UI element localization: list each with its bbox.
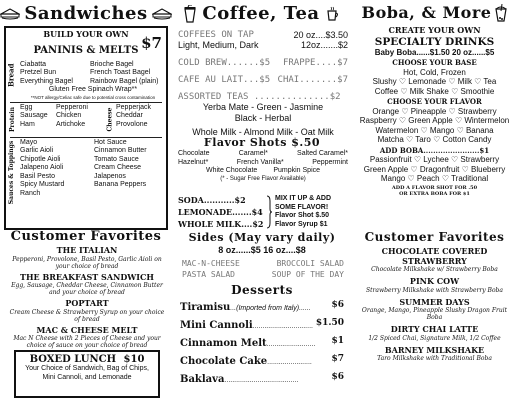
boba-column xyxy=(352,0,517,400)
side-item: MAC-N-CHEESE xyxy=(182,259,240,268)
boxed-lunch-price: $10 xyxy=(123,354,145,365)
cheese-item: Pepperjack xyxy=(116,103,152,111)
frappe: FRAPPE....$7 xyxy=(282,58,348,68)
whole-milk: WHOLE MILK....$2 xyxy=(178,219,264,229)
protein-item: Sausage xyxy=(20,112,48,119)
cheese-item: Cheddar xyxy=(116,112,143,119)
sandwiches-header xyxy=(0,3,172,24)
mix-line: MIX IT UP & ADD xyxy=(275,195,332,202)
flavor: Caramel* xyxy=(238,150,268,157)
dessert-dots: ............................... xyxy=(252,323,313,330)
dessert-name: Cinnamon Melt xyxy=(180,338,267,349)
specialty-drinks xyxy=(354,26,515,197)
boba-line: Mango ♡ Peach ♡ Traditional xyxy=(380,174,489,183)
sauce-item: Ranch xyxy=(20,189,41,197)
boba-line: Green Apple ♡ Dragonfruit ♡ Blueberry xyxy=(363,164,506,174)
build-title: BUILD YOUR OWN xyxy=(43,29,129,39)
base-items-2: Coffee ♡ Milk Shake ♡ Smoothie xyxy=(374,86,495,96)
dessert-dots: ...................................... xyxy=(224,377,299,384)
sauce-item: Cream Cheese xyxy=(94,164,142,171)
dessert-price: $1 xyxy=(331,336,344,346)
soda: SODA...........$2 xyxy=(178,195,246,205)
favorite-name: SUMMER DAYS xyxy=(399,296,470,307)
sauce-item: Banana Peppers xyxy=(94,181,147,188)
coffee-column xyxy=(172,0,352,400)
milk-options: Whole Milk - Almond Milk - Oat Milk xyxy=(192,127,334,137)
sauce-item: Chipotle Aioli xyxy=(20,155,61,163)
boxed-lunch-title: BOXED LUNCH xyxy=(29,354,117,365)
favorite-name: CHOCOLATE COVERED STRAWBERRY xyxy=(381,246,488,266)
bread-item: French Toast Bagel xyxy=(90,69,151,76)
favorite-name: THE ITALIAN xyxy=(56,245,118,255)
boxed-lunch-box xyxy=(14,350,160,398)
base-items: Slushy ♡ Lemonade ♡ Milk ♡ Tea xyxy=(372,77,497,86)
flavor: Salted Caramel* xyxy=(297,150,348,157)
bread-item: Rainbow Bagel (plain) xyxy=(90,77,159,85)
build-subtitle: PANINIS & MELTS xyxy=(33,44,139,56)
sandwich-icon-right xyxy=(152,7,172,21)
boba-favorites-list xyxy=(354,247,515,362)
protein-item: Ham xyxy=(20,120,35,128)
base-temp: Hot, Cold, Frozen xyxy=(403,67,466,77)
favorite-desc: Strawberry Milkshake with Strawberry Boba xyxy=(366,286,503,294)
flavor-note: (* - Sugar Free Flavor Available) xyxy=(220,175,306,182)
coffee-price-20oz: 20 oz....$3.50 xyxy=(293,30,348,40)
coffees-on-tap: COFFEES ON TAP xyxy=(178,30,254,40)
flavor-shots-title: Flavor Shots $.50 xyxy=(203,136,321,149)
add-boba: ADD BOBA.......................$1 xyxy=(379,145,490,155)
dessert-name: Chocolate Cake xyxy=(180,356,268,367)
dessert-name: Baklava xyxy=(180,374,225,385)
favorite-desc: Chocolate Milkshake w/ Strawberry Boba xyxy=(371,266,498,273)
cafe-au-lait: CAFE AU LAIT...$5 xyxy=(178,75,271,85)
boba-cup-icon xyxy=(495,4,507,22)
boba-header xyxy=(352,3,517,22)
favorite-name: PINK COW xyxy=(409,276,460,286)
dessert-dots: ......................... xyxy=(266,341,316,348)
sauce-item: Cinnamon Butter xyxy=(94,147,147,154)
boba-title: Boba, & More xyxy=(361,3,492,22)
tea-types-2: Black - Herbal xyxy=(234,113,292,123)
sauces-label: Sauces & Toppings xyxy=(8,140,16,204)
base-title: CHOOSE YOUR BASE xyxy=(392,58,477,67)
bread-item: Brioche Bagel xyxy=(90,60,134,68)
dessert-name: Tiramisu xyxy=(180,302,231,313)
favorite-name: POPTART xyxy=(65,298,109,308)
side-item: BROCCOLI SALAD xyxy=(276,259,344,268)
flavor: Hazelnut* xyxy=(178,158,209,166)
coffee-roasts: Light, Medium, Dark xyxy=(178,40,259,50)
flavor: Peppermint xyxy=(312,158,348,166)
favorite-desc: Pepperoni, Provolone, Basil Pesto, Garlic Aioli on your choice of bread xyxy=(12,255,162,270)
mix-line: SOME FLAVOR! xyxy=(275,203,329,211)
sides-title: Sides (May vary daily) xyxy=(188,231,336,244)
flavor: White Chocolate xyxy=(205,167,258,174)
boba-prices: Baby Boba......$1.50 20 oz......$5 xyxy=(374,47,495,57)
chai: CHAI.......$7 xyxy=(277,75,348,85)
boba-favorites-title: Customer Favorites xyxy=(364,230,505,244)
boba-note-2: OR EXTRA BOBA FOR $1 xyxy=(399,190,470,197)
specialty-title: SPECIALTY DRINKS xyxy=(374,35,495,48)
favorite-desc: Mac N Cheese with 2 Pieces of Cheese and your choice of sauce on your choice of bread xyxy=(13,335,161,349)
sandwich-favorites-title: Customer Favorites xyxy=(10,229,162,244)
sandwich-icon xyxy=(0,7,20,21)
sauce-item: Garlic Aioli xyxy=(20,147,54,154)
sandwich-favorites-list xyxy=(6,246,168,349)
drinks-block xyxy=(178,194,348,230)
flavor-title: CHOOSE YOUR FLAVOR xyxy=(387,97,482,106)
protein-item: Artichoke xyxy=(56,120,86,128)
favorite-name: THE BREAKFAST SANDWICH xyxy=(20,271,154,282)
flavor-shots-list xyxy=(178,150,348,183)
allergy-note: **NOT allergy/Celiac safe due to potential cross contamination xyxy=(30,94,156,100)
flavor-line: Watermelon ♡ Mango ♡ Banana xyxy=(375,125,494,135)
favorite-desc: Egg, Sausage, Cheddar Cheese, Cinnamon Butter and your choice of bread xyxy=(11,282,163,296)
bread-item: Pretzel Bun xyxy=(20,69,57,76)
bread-label: Bread xyxy=(6,63,16,87)
desserts-title: Desserts xyxy=(231,283,293,297)
sandwiches-title: Sandwiches xyxy=(24,3,148,24)
favorite-desc: Taro Milkshake with Traditional Boba xyxy=(377,355,492,362)
side-item: SOUP OF THE DAY xyxy=(271,270,344,279)
dessert-dots: ...(Imported from Italy)...... xyxy=(230,305,311,312)
coffee-cup-icon xyxy=(184,5,196,23)
dessert-dots: ....................... xyxy=(267,359,312,366)
favorite-name: DIRTY CHAI LATTE xyxy=(390,324,479,334)
cheese-item: Provolone xyxy=(116,120,148,128)
sauce-item: Tomato Sauce xyxy=(94,155,139,163)
dessert-price: $1.50 xyxy=(315,318,344,328)
desserts-list xyxy=(180,298,344,388)
favorite-desc: 1/2 Spiced Chai, Signature Milk, 1/2 Coffee xyxy=(368,334,501,342)
mix-line: Flavor Syrup $1 xyxy=(275,220,328,228)
coffee-menu xyxy=(178,30,348,138)
bread-item: Everything Bagel xyxy=(20,77,73,85)
cold-brew: COLD BREW......$5 xyxy=(178,58,271,68)
dessert-price: $6 xyxy=(331,300,344,310)
sandwiches-column xyxy=(0,0,172,400)
favorite-desc: Orange, Mango, Pineapple Slushy Dragon Fruit Boba xyxy=(361,307,508,321)
protein-item: Chicken xyxy=(56,112,82,119)
flavor: Pumpkin Spice xyxy=(273,167,321,174)
sides-prices: 8 oz......$5 16 oz....$8 xyxy=(218,245,306,255)
build-price: $7 xyxy=(141,33,162,52)
sauce-item: Jalapenos xyxy=(94,172,126,180)
dessert-name: Mini Cannoli xyxy=(180,320,253,331)
create-title: CREATE YOUR OWN xyxy=(388,25,481,35)
sauce-item: Mayo xyxy=(20,138,38,146)
tea-types: Yerba Mate - Green - Jasmine xyxy=(202,102,324,112)
sauce-item: Basil Pesto xyxy=(20,172,56,180)
sides-list xyxy=(182,258,344,280)
protein-item: Pepperoni xyxy=(56,103,88,111)
protein-section xyxy=(6,104,166,136)
boba-note: ADD A FLAVOR SHOT FOR .50 xyxy=(391,184,478,191)
side-item: PASTA SALAD xyxy=(182,270,235,279)
flavor: French Vanilla* xyxy=(236,158,284,166)
favorite-name: BARNEY MILKSHAKE xyxy=(384,344,485,355)
boba-line: Passionfruit ♡ Lychee ♡ Strawberry xyxy=(369,155,500,164)
dessert-price: $6 xyxy=(331,372,344,382)
protein-label: Protein xyxy=(8,106,16,132)
dessert-price: $7 xyxy=(331,354,344,364)
coffee-title: Coffee, Tea xyxy=(202,3,320,24)
sauces-section xyxy=(6,138,166,204)
bread-section xyxy=(6,61,166,101)
brace-icon xyxy=(266,195,272,229)
boxed-lunch-desc: Your Choice of Sandwich, Bag of Chips, Mini Cannoli, and Lemonade xyxy=(25,365,149,381)
favorite-name: MAC & CHEESE MELT xyxy=(36,324,138,335)
sauce-item: Jalapeno Aioli xyxy=(20,164,64,171)
coffee-price-12oz: 12oz.......$2 xyxy=(300,40,348,50)
flavor-line: Orange ♡ Pineapple ♡ Strawberry xyxy=(372,106,497,116)
lemonade: LEMONADE.......$4 xyxy=(178,207,263,217)
flavor-line: Raspberry ♡ Green Apple ♡ Wintermelon xyxy=(359,116,510,125)
coffee-header xyxy=(172,3,352,24)
tea-cup-icon xyxy=(326,6,340,22)
flavor-line: Matcha ♡ Taro ♡ Cotton Candy xyxy=(377,135,492,144)
favorite-desc: Cream Cheese & Strawberry Syrup on your choice of bread xyxy=(9,308,165,323)
cheese-label: Cheese xyxy=(106,107,114,131)
assorted-teas: ASSORTED TEAS ..............$2 xyxy=(178,92,341,102)
bread-item: Ciabatta xyxy=(20,60,47,68)
build-your-own-box xyxy=(4,26,168,230)
mix-line: Flavor Shot $.50 xyxy=(275,212,330,219)
sauce-item: Hot Sauce xyxy=(94,138,127,146)
gluten-free-item: Gluten Free Spinach Wrap** xyxy=(48,86,138,93)
flavor: Chocolate xyxy=(178,150,210,157)
sauce-item: Spicy Mustard xyxy=(20,181,65,188)
protein-item: Egg xyxy=(20,103,33,111)
